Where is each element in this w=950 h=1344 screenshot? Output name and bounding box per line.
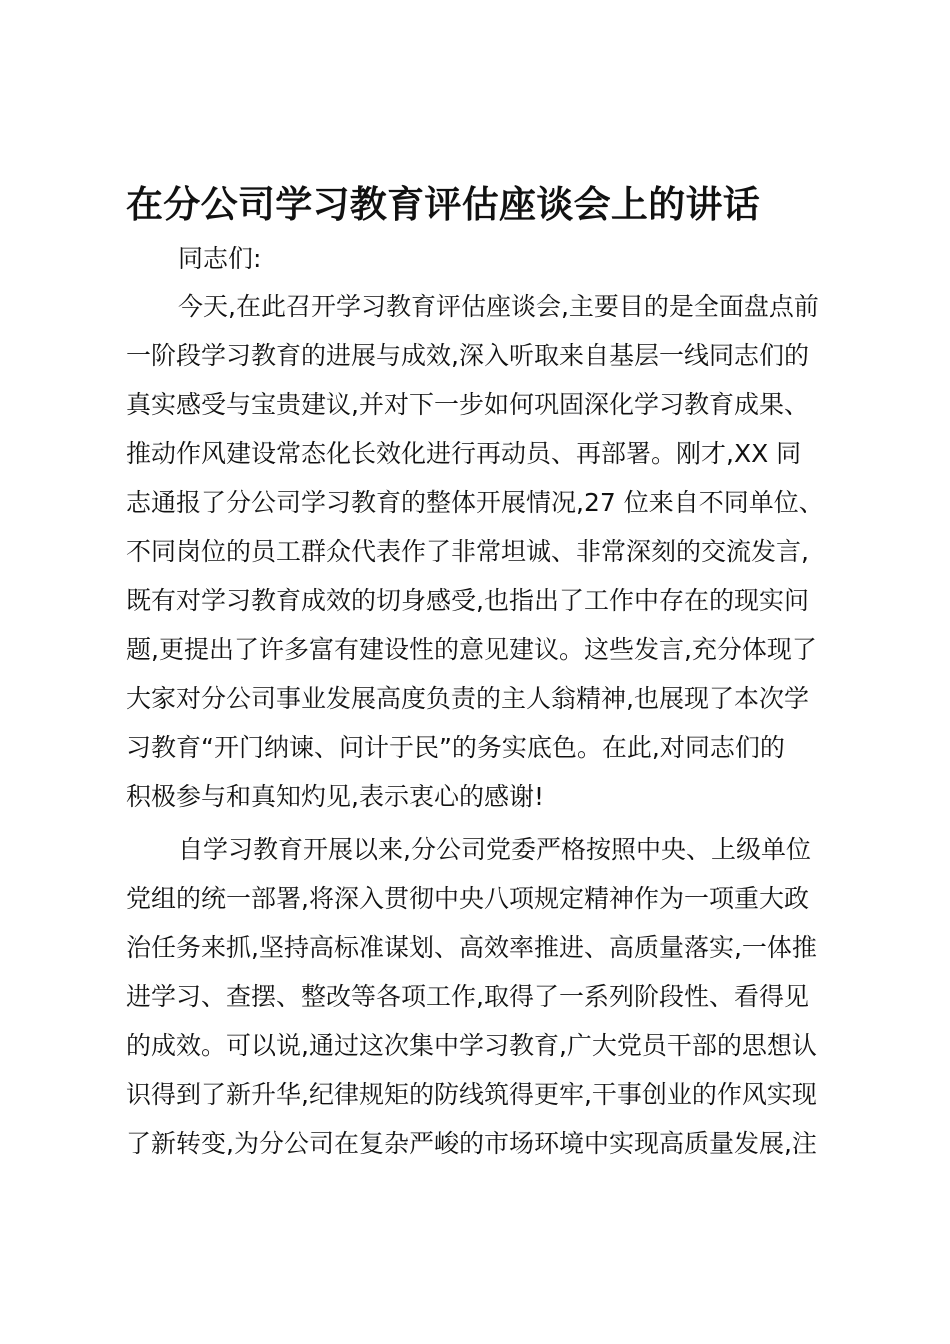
text-line: 志通报了分公司学习教育的整体开展情况,27 位来自不同单位、 bbox=[126, 488, 824, 517]
text-line: 大家对分公司事业发展高度负责的主人翁精神,也展现了本次学 bbox=[126, 684, 809, 713]
salutation: 同志们: bbox=[178, 244, 262, 273]
text-line: 推动作风建设常态化长效化进行再动员、再部署。刚才,XX 同 bbox=[126, 439, 802, 468]
text-line: 一阶段学习教育的进展与成效,深入听取来自基层一线同志们的 bbox=[126, 341, 809, 370]
text-line: 真实感受与宝贵建议,并对下一步如何巩固深化学习教育成果、 bbox=[126, 390, 809, 419]
text-line: 题,更提出了许多富有建设性的意见建议。这些发言,充分体现了 bbox=[126, 635, 817, 664]
text-line: 习教育“开门纳谏、问计于民”的务实底色。在此,对同志们的 bbox=[126, 733, 785, 762]
text-line: 不同岗位的员工群众代表作了非常坦诚、非常深刻的交流发言, bbox=[126, 537, 809, 566]
text-line: 了新转变,为分公司在复杂严峻的市场环境中实现高质量发展,注 bbox=[126, 1129, 817, 1158]
text-line: 今天,在此召开学习教育评估座谈会,主要目的是全面盘点前 bbox=[178, 292, 819, 321]
text-line: 既有对学习教育成效的切身感受,也指出了工作中存在的现实问 bbox=[126, 586, 809, 615]
text-line: 进学习、查摆、整改等各项工作,取得了一系列阶段性、看得见 bbox=[126, 982, 809, 1011]
text-line: 识得到了新升华,纪律规矩的防线筑得更牢,干事创业的作风实现 bbox=[126, 1080, 817, 1109]
text-line: 治任务来抓,坚持高标准谋划、高效率推进、高质量落实,一体推 bbox=[126, 933, 817, 962]
document-title: 在分公司学习教育评估座谈会上的讲话 bbox=[126, 183, 761, 226]
text-line: 积极参与和真知灼见,表示衷心的感谢! bbox=[126, 782, 544, 811]
text-line: 自学习教育开展以来,分公司党委严格按照中央、上级单位 bbox=[178, 835, 811, 864]
text-line: 党组的统一部署,将深入贯彻中央八项规定精神作为一项重大政 bbox=[126, 884, 809, 913]
text-line: 的成效。可以说,通过这次集中学习教育,广大党员干部的思想认 bbox=[126, 1031, 817, 1060]
